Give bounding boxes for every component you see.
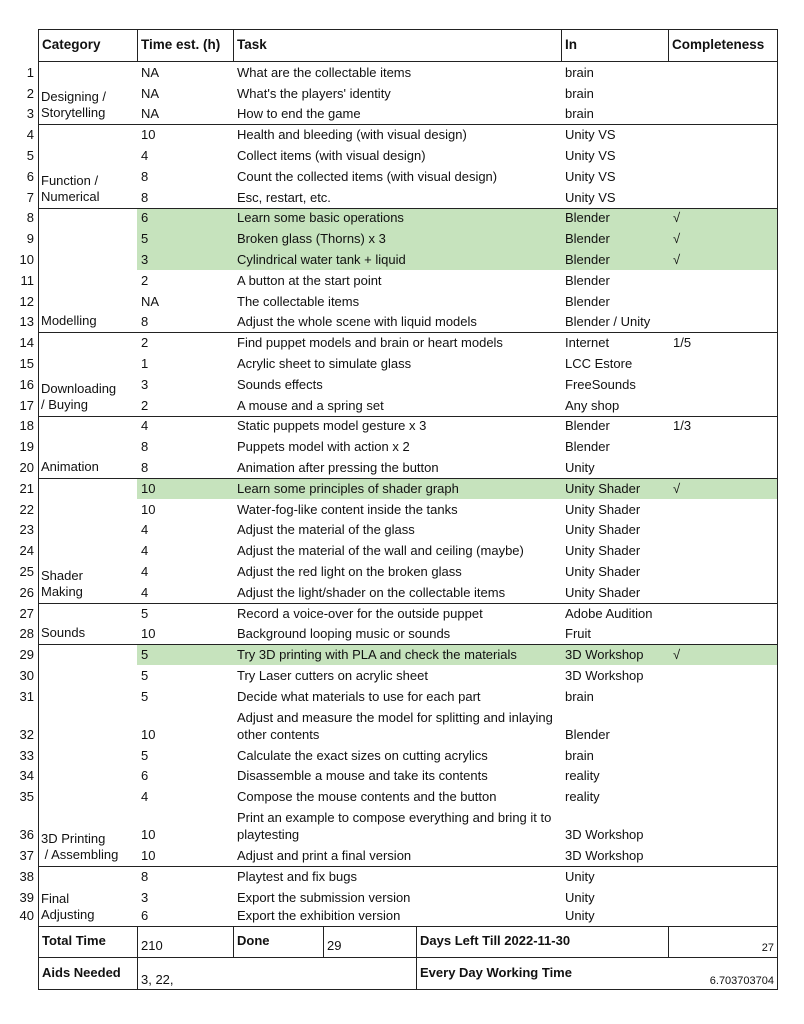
row-number: 24	[19, 543, 34, 559]
category-line: Animation	[41, 459, 99, 474]
category-label	[41, 313, 97, 329]
time-estimate: 3	[141, 889, 149, 905]
row-number: 4	[26, 127, 34, 143]
completeness-mark: √	[673, 252, 681, 267]
time-estimate: 4	[141, 584, 149, 600]
task-text: Animation after pressing the button	[237, 460, 439, 475]
grid-line	[233, 926, 234, 958]
time-estimate: 4	[141, 543, 149, 559]
category-label	[41, 568, 83, 600]
header-completeness: Completeness	[672, 37, 765, 52]
time-estimate: 2	[141, 272, 149, 288]
time-estimate: 4	[141, 522, 149, 538]
tool-location: Blender / Unity	[565, 314, 651, 330]
grid-line	[137, 926, 138, 990]
time-estimate: 5	[141, 605, 149, 621]
category-line: Sounds	[41, 625, 86, 641]
tool-location: Internet	[565, 335, 610, 351]
time-estimate: 6	[141, 768, 149, 784]
grid-line	[38, 208, 778, 209]
tool-location: Blender	[565, 418, 610, 434]
time-estimate: 5	[141, 747, 149, 763]
task-text: Export the submission version	[237, 889, 411, 905]
task-text: Static puppets model gesture x 3	[237, 418, 427, 434]
tool-location: Fruit	[565, 626, 591, 642]
task-text: Adjust the light/shader on the collectable items	[237, 584, 506, 600]
category-line: Designing /	[41, 89, 107, 105]
row-number: 6	[26, 168, 34, 184]
task-text: Compose the mouse contents and the button	[237, 789, 497, 805]
row-number: 21	[19, 480, 34, 496]
row-number: 16	[19, 376, 34, 392]
days-left-value: 27	[761, 942, 774, 954]
time-estimate: 10	[141, 848, 156, 863]
grid-line	[416, 926, 417, 990]
tool-location: Blender	[565, 439, 610, 455]
task-text: Learn some principles of shader graph	[237, 480, 459, 496]
header-time: Time est. (h)	[141, 37, 221, 52]
row-number: 7	[26, 189, 34, 205]
category-line: Final	[41, 891, 70, 906]
category-line: Numerical	[41, 188, 100, 204]
row-number: 12	[19, 293, 34, 309]
task-text: Adjust the whole scene with liquid models	[237, 314, 477, 330]
row-number: 32	[19, 726, 34, 742]
time-estimate: 6	[141, 210, 149, 226]
tool-location: Unity VS	[565, 168, 616, 184]
row-number: 37	[19, 848, 34, 863]
task-text: How to end the game	[237, 106, 361, 122]
category-label	[41, 459, 99, 475]
row-number: 18	[19, 418, 34, 434]
time-estimate: 5	[141, 668, 149, 683]
time-estimate: 10	[141, 127, 156, 143]
grid-line	[38, 332, 778, 333]
category-line: Adjusting	[41, 907, 95, 922]
time-estimate: 8	[141, 460, 149, 475]
row-number: 34	[19, 768, 34, 784]
tool-location: 3D Workshop	[565, 848, 644, 863]
completeness-mark: 1/3	[673, 418, 692, 434]
tool-location: Blender	[565, 726, 610, 742]
tool-location: reality	[565, 768, 600, 784]
grid-line	[38, 416, 778, 417]
grid-line	[777, 29, 778, 990]
completeness-mark: √	[673, 210, 681, 226]
row-number: 3	[26, 106, 34, 122]
time-estimate: 8	[141, 168, 149, 184]
task-text: Adjust and print a final version	[237, 848, 412, 863]
completed-highlight	[137, 208, 777, 270]
tool-location: Unity Shader	[565, 522, 641, 538]
tool-location: Unity Shader	[565, 564, 641, 579]
grid-line	[38, 124, 778, 125]
tool-location: Unity VS	[565, 148, 616, 163]
aids-needed-value: 3, 22,	[141, 972, 174, 987]
time-estimate: 5	[141, 231, 149, 247]
task-text: Adjust the material of the wall and ceiling (maybe)	[237, 543, 524, 559]
tool-location: Unity	[565, 460, 595, 475]
tool-location: 3D Workshop	[565, 827, 644, 843]
row-number: 40	[19, 908, 34, 923]
grid-line	[38, 866, 778, 867]
category-label	[41, 89, 106, 121]
task-text: Health and bleeding (with visual design)	[237, 127, 467, 143]
row-number: 20	[19, 460, 34, 475]
task-text: Calculate the exact sizes on cutting acrylics	[237, 747, 488, 763]
tool-location: Unity Shader	[565, 584, 641, 600]
grid-line	[38, 603, 778, 604]
row-number: 15	[19, 356, 34, 371]
task-text: What's the players' identity	[237, 85, 391, 101]
time-estimate: NA	[141, 64, 160, 80]
tool-location: brain	[565, 747, 594, 763]
task-text: A button at the start point	[237, 272, 382, 288]
task-text: Playtest and fix bugs	[237, 868, 357, 884]
tool-location: Unity	[565, 868, 595, 884]
time-estimate: 10	[141, 827, 156, 843]
grid-line	[38, 989, 778, 990]
task-text: Print an example to compose everything and bring it to playtesting	[237, 810, 552, 843]
row-number: 26	[19, 584, 34, 600]
tool-location: Unity VS	[565, 189, 616, 205]
tool-location: Blender	[565, 231, 610, 247]
time-estimate: 3	[141, 252, 149, 267]
row-number: 14	[19, 335, 34, 351]
row-number: 36	[19, 827, 34, 843]
tool-location: Adobe Audition	[565, 605, 653, 621]
row-number: 25	[19, 564, 34, 579]
time-estimate: 8	[141, 439, 149, 455]
task-text: Decide what materials to use for each part	[237, 688, 481, 704]
tool-location: Any shop	[565, 397, 620, 413]
task-text: Adjust the red light on the broken glass	[237, 564, 462, 579]
time-estimate: 10	[141, 726, 156, 742]
category-line: / Assembling	[41, 847, 119, 862]
grid-line	[561, 29, 562, 62]
tool-location: Unity VS	[565, 127, 616, 143]
time-estimate: 8	[141, 868, 149, 884]
time-estimate: 5	[141, 688, 149, 704]
task-text: Cylindrical water tank + liquid	[237, 252, 406, 267]
tool-location: Blender	[565, 293, 610, 309]
grid-line	[38, 957, 778, 958]
task-text: Puppets model with action x 2	[237, 439, 410, 455]
completeness-mark: √	[673, 647, 681, 663]
row-number: 23	[19, 522, 34, 538]
row-number: 11	[20, 272, 34, 288]
task-text: Sounds effects	[237, 376, 323, 392]
tool-location: reality	[565, 789, 600, 805]
row-number: 27	[19, 605, 34, 621]
tool-location: Blender	[565, 252, 610, 267]
row-number: 35	[19, 789, 34, 805]
completeness-mark: √	[673, 480, 681, 496]
row-number: 2	[26, 85, 34, 101]
time-estimate: 10	[141, 480, 156, 496]
done-value: 29	[327, 938, 342, 953]
time-estimate: 4	[141, 148, 149, 163]
task-text: Broken glass (Thorns) x 3	[237, 231, 386, 247]
time-estimate: 4	[141, 564, 149, 579]
grid-line	[233, 29, 234, 62]
task-text: Background looping music or sounds	[237, 626, 451, 642]
task-text: Find puppet models and brain or heart models	[237, 335, 503, 351]
task-text: Try 3D printing with PLA and check the materials	[237, 647, 517, 663]
grid-line	[668, 926, 669, 958]
completeness-mark: √	[673, 231, 681, 247]
total-time-value: 210	[141, 938, 163, 953]
time-estimate: NA	[141, 293, 160, 309]
task-text: Acrylic sheet to simulate glass	[237, 356, 412, 371]
time-estimate: 10	[141, 501, 156, 517]
row-number: 10	[19, 252, 34, 267]
row-number: 30	[19, 668, 34, 683]
grid-line	[38, 29, 39, 990]
total-time-label: Total Time	[42, 933, 106, 948]
tool-location: brain	[565, 688, 594, 704]
time-estimate: 3	[141, 376, 149, 392]
row-number: 31	[19, 688, 34, 704]
row-number: 29	[19, 647, 34, 663]
time-estimate: 4	[141, 418, 149, 434]
grid-line	[137, 29, 138, 62]
aids-needed-label: Aids Needed	[42, 965, 121, 980]
task-text: Count the collected items (with visual design)	[237, 168, 498, 184]
category-line: 3D Printing	[41, 831, 106, 846]
category-label	[41, 891, 94, 923]
row-number: 38	[19, 868, 34, 884]
tool-location: FreeSounds	[565, 376, 636, 392]
tool-location: brain	[565, 64, 594, 80]
grid-line	[323, 926, 324, 958]
task-text: Disassemble a mouse and take its contents	[237, 768, 488, 784]
row-number: 9	[26, 231, 34, 247]
tool-location: LCC Estore	[565, 356, 633, 371]
row-number: 28	[19, 626, 34, 642]
tool-location: brain	[565, 85, 594, 101]
daily-working-time-label: Every Day Working Time	[420, 965, 572, 980]
row-number: 39	[19, 889, 34, 905]
done-label: Done	[237, 933, 270, 948]
row-number: 1	[26, 64, 34, 80]
time-estimate: 10	[141, 626, 156, 642]
category-line: Downloading	[41, 380, 117, 396]
task-text: Water-fog-like content inside the tanks	[237, 501, 458, 517]
time-estimate: 2	[141, 335, 149, 351]
tool-location: Blender	[565, 210, 610, 226]
category-line: Function /	[41, 172, 99, 188]
tool-location: brain	[565, 106, 594, 122]
row-number: 8	[26, 210, 34, 226]
grid-line	[668, 29, 669, 62]
task-text: The collectable items	[237, 293, 360, 309]
grid-line	[38, 61, 778, 62]
category-label	[41, 173, 100, 205]
task-text: Adjust the material of the glass	[237, 522, 415, 538]
grid-line	[38, 644, 778, 645]
tool-location: Blender	[565, 272, 610, 288]
task-text: Export the exhibition version	[237, 908, 401, 923]
tool-location: Unity	[565, 889, 595, 905]
task-text: Esc, restart, etc.	[237, 189, 331, 205]
task-text: Learn some basic operations	[237, 210, 404, 226]
category-line: Making	[41, 583, 83, 599]
time-estimate: 8	[141, 189, 149, 205]
daily-working-time-value: 6.703703704	[709, 975, 774, 987]
header-in: In	[565, 37, 577, 52]
category-label	[41, 625, 85, 641]
tool-location: Unity Shader	[565, 501, 641, 517]
time-estimate: 8	[141, 314, 149, 330]
task-text: Collect items (with visual design)	[237, 148, 426, 163]
task-text: Try Laser cutters on acrylic sheet	[237, 668, 428, 683]
row-number: 17	[19, 397, 34, 413]
header-category: Category	[42, 37, 101, 52]
time-estimate: NA	[141, 85, 160, 101]
time-estimate: 6	[141, 908, 149, 923]
task-text: What are the collectable items	[237, 64, 412, 80]
tool-location: 3D Workshop	[565, 668, 644, 683]
row-number: 5	[26, 148, 34, 163]
time-estimate: 2	[141, 397, 149, 413]
header-task: Task	[237, 37, 267, 52]
tool-location: Unity	[565, 908, 595, 923]
task-text: Record a voice-over for the outside puppet	[237, 605, 483, 621]
tool-location: Unity Shader	[565, 543, 641, 559]
days-left-label: Days Left Till 2022-11-30	[420, 933, 571, 948]
completeness-mark: 1/5	[673, 335, 692, 351]
category-line: Modelling	[41, 313, 97, 329]
row-number: 13	[19, 314, 34, 330]
row-number: 19	[19, 439, 34, 455]
task-text: Adjust and measure the model for splitting and inlaying other contents	[237, 709, 553, 742]
category-label	[41, 831, 118, 863]
category-line: / Buying	[41, 396, 88, 412]
grid-line	[38, 926, 778, 927]
grid-line	[38, 29, 778, 30]
row-number: 22	[19, 501, 34, 517]
tool-location: Unity Shader	[565, 480, 641, 496]
category-line: Storytelling	[41, 105, 106, 121]
category-label	[41, 381, 116, 413]
time-estimate: 4	[141, 789, 149, 805]
tool-location: 3D Workshop	[565, 647, 644, 663]
time-estimate: 1	[141, 356, 149, 371]
time-estimate: 5	[141, 647, 149, 663]
row-number: 33	[19, 747, 34, 763]
category-line: Shader	[41, 567, 83, 583]
grid-line	[38, 478, 778, 479]
task-text: A mouse and a spring set	[237, 397, 384, 413]
time-estimate: NA	[141, 106, 160, 122]
